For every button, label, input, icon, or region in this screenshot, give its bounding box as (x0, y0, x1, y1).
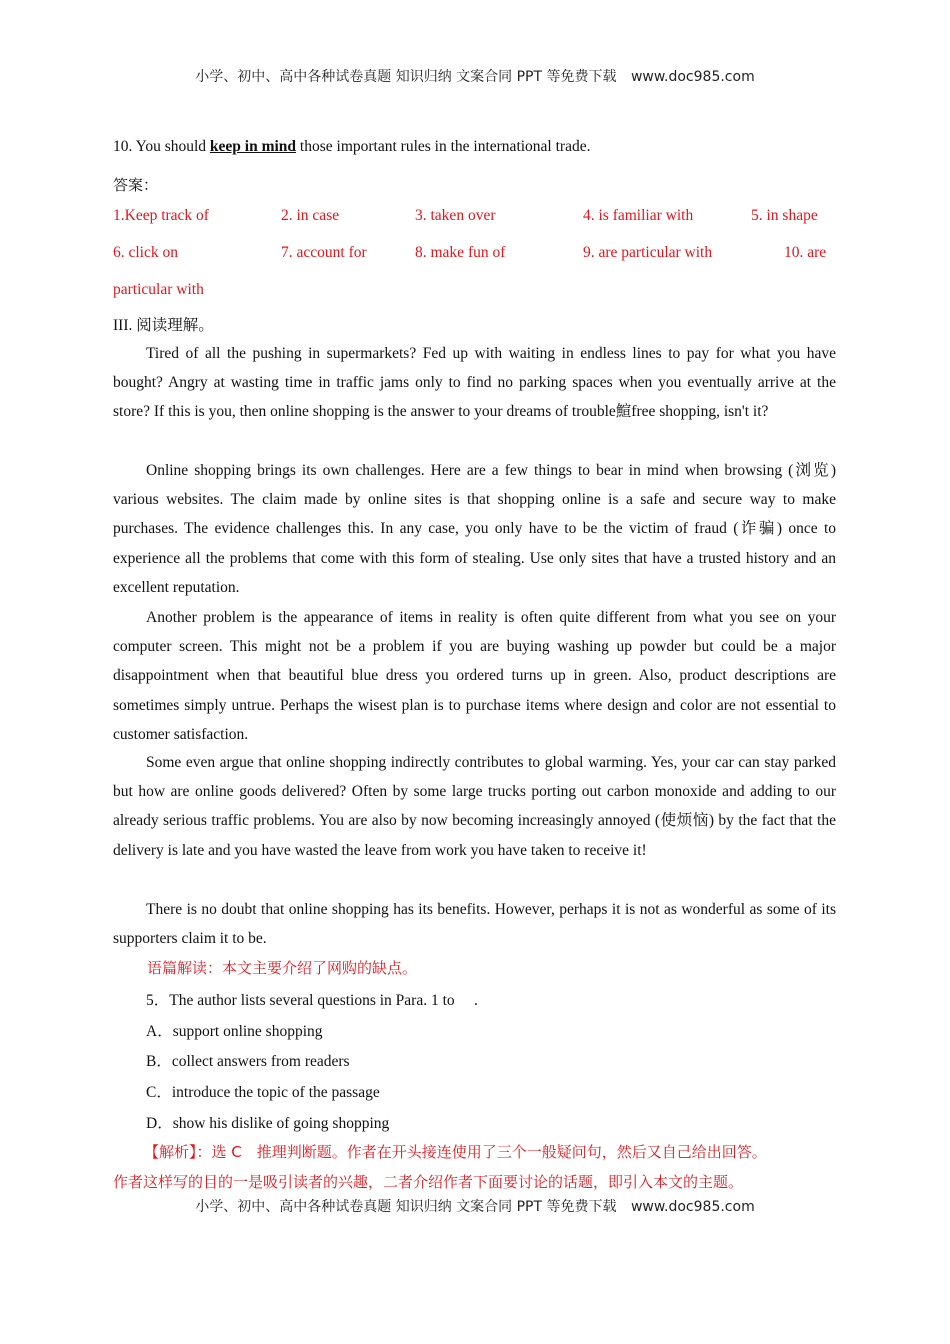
option-c: C．introduce the topic of the passage (146, 1084, 380, 1101)
passage-paragraph-5: There is no doubt that online shopping has its benefits. However, perhaps it is not as wonderful as some of its supporters claim it to be. (113, 901, 836, 948)
question-10-keyword: keep in mind (209, 138, 297, 155)
answer-3: 3. taken over (415, 207, 496, 224)
passage-paragraph-1: Tired of all the pushing in supermarkets? Fed up with waiting in endless lines to pay for what you have bought? Angry at wasting time in traffic jams only to find no parking spaces when you eventually arrive at the store? If this is you, then online shopping is the answer to your dreams of trouble鰚free shopping, isn't it? (113, 345, 836, 421)
page-footer (0, 1196, 950, 1216)
answers-row-3 (113, 281, 833, 301)
answer-10: 10. are (784, 244, 827, 261)
answer-1: 1.Keep track of (113, 207, 209, 224)
question-10-suffix: those important rules in the international trade. (296, 138, 591, 155)
answers-label: 答案： (113, 176, 159, 194)
page-header (0, 66, 950, 86)
passage-paragraph-2: Online shopping brings its own challenges. Here are a few things to bear in mind when browsing (浏览) various websites. The claim made by online sites is that shopping online is a safe and secure way to make purchases. The evidence challenges this. In any case, you only have to be the victim of fraud (诈骗) once to experience all the problems that come with this form of stealing. Use only sites that have a trusted history and an excellent reputation. (113, 462, 836, 596)
analysis-line-2: 作者这样写的目的一是吸引读者的兴趣，二者介绍作者下面要讨论的话题，即引入本文的主题。 (113, 1173, 744, 1191)
answer-5: 5. in shape (751, 207, 818, 224)
header-url[interactable]: www.doc985.com (630, 69, 755, 85)
footer-url[interactable]: www.doc985.com (630, 1199, 755, 1215)
passage-paragraph-4: Some even argue that online shopping indirectly contributes to global warming. Yes, your car can stay parked but how are online goods delivered? Often by some large trucks porting out carbon monoxide and adding to our already serious traffic problems. You are also by now becoming increasingly annoyed (使烦恼) by the fact that the delivery is late and you have wasted the leave from work you have taken to receive it! (113, 754, 836, 859)
header-text: 小学、初中、高中各种试卷真题 知识归纳 文案合同 PPT 等免费下载 (195, 69, 617, 85)
answer-2: 2. in case (281, 207, 340, 224)
question-10-prefix: 10. You should (113, 138, 210, 155)
footer-text: 小学、初中、高中各种试卷真题 知识归纳 文案合同 PPT 等免费下载 (195, 1199, 617, 1215)
passage-paragraph-3: Another problem is the appearance of items in reality is often quite different from what you see on your computer screen. This might not be a problem if you are buying washing up powder but could be a major disappointment when that beautiful blue dress you ordered turns up in green. Also, product descriptions are sometimes simply untrue. Perhaps the wisest plan is to purchase items where design and color are not essential to customer satisfaction. (113, 609, 836, 743)
answer-4: 4. is familiar with (583, 207, 694, 224)
answers-row-1 (113, 207, 833, 227)
question-5-stem: 5．The author lists several questions in Para. 1 to . (146, 992, 478, 1009)
answer-7: 7. account for (281, 244, 367, 261)
passage-summary: 语篇解读：本文主要介绍了网购的缺点。 (147, 959, 418, 977)
section-title: III. 阅读理解。 (113, 317, 214, 334)
answer-8: 8. make fun of (415, 244, 506, 261)
answers-row-2 (113, 244, 833, 264)
option-b: B．collect answers from readers (146, 1053, 350, 1070)
answer-9: 9. are particular with (583, 244, 713, 261)
analysis-line-1: 【解析】：选 C 推理判断题。作者在开头接连使用了三个一般疑问句，然后又自己给出回答。 (144, 1143, 767, 1161)
answer-10-cont: particular with (113, 281, 204, 298)
option-a: A．support online shopping (146, 1023, 323, 1040)
answer-6: 6. click on (113, 244, 178, 261)
question-10 (113, 138, 590, 156)
option-d: D．show his dislike of going shopping (146, 1115, 390, 1132)
